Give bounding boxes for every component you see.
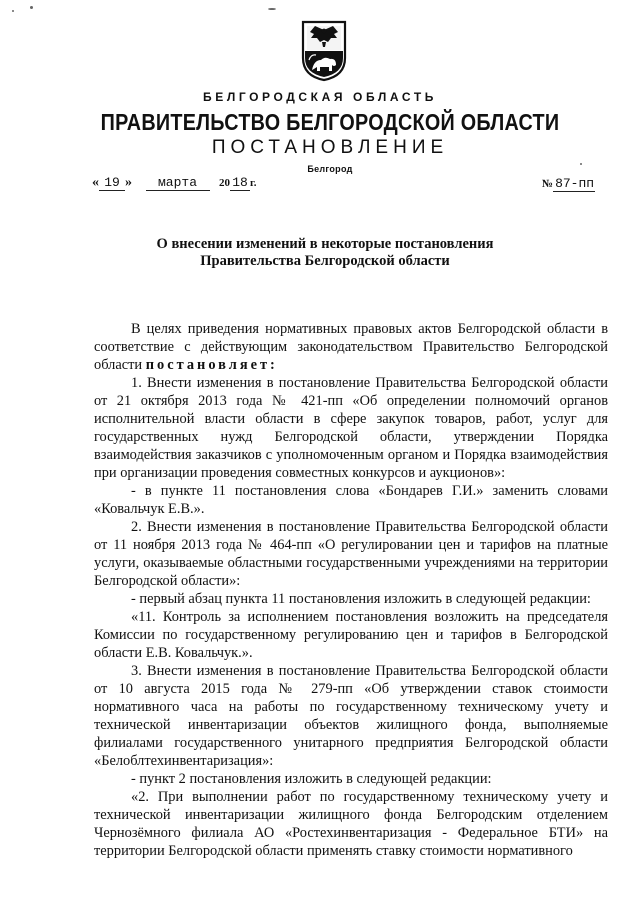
paragraph-2-quote: «11. Контроль за исполнением постановления возложить на председателя Комиссии по государственному регулированию цен и тарифов в Белгородской области Е.В. Ковальчук.». bbox=[94, 609, 608, 661]
region-name: БЕЛГОРОДСКАЯ ОБЛАСТЬ bbox=[203, 90, 437, 104]
document-number bbox=[542, 175, 595, 192]
document-type: ПОСТАНОВЛЕНИЕ bbox=[211, 137, 449, 158]
paragraph-1-item: - в пункте 11 постановления слова «Бондарев Г.И.» заменить словами «Ковальчук Е.В.». bbox=[94, 483, 608, 517]
preamble-text: В целях приведения нормативных правовых актов Белгородской области в соответствие с действующим законодательством Правительство Белгородской области bbox=[94, 321, 608, 373]
date-line: « 19 » марта 20 18 г. bbox=[92, 175, 257, 190]
paragraph-2-item: - первый абзац пункта 11 постановления изложить в следующей редакции: bbox=[131, 591, 591, 607]
number-value: 87-пп bbox=[555, 176, 595, 191]
document-title bbox=[120, 236, 530, 270]
title-line-2: Правительства Белгородской области bbox=[200, 253, 450, 269]
city-name: Белгород bbox=[307, 164, 353, 174]
date-day: 19 bbox=[99, 176, 125, 191]
date-year-prefix: 20 bbox=[219, 177, 230, 189]
government-name: ПРАВИТЕЛЬСТВО БЕЛГОРОДСКОЙ ОБЛАСТИ bbox=[100, 109, 560, 135]
number-sign: № bbox=[542, 178, 554, 190]
paragraph-1: 1. Внести изменения в постановление Правительства Белгородской области от 21 октября 2013 года № 421-пп «Об определении полномочий органов исполнительной власти области в сфере закупок товаров, работ, услуг для государственных нужд Белгородской области, утверждении Порядка взаимодействия заказчиков с уполномоченным органом и Порядка взаимодействия при организации проведения совместных конкурсов и аукционов»: bbox=[94, 375, 608, 481]
paragraph-3-item: - пункт 2 постановления изложить в следующей редакции: bbox=[131, 771, 492, 787]
document-body bbox=[94, 320, 608, 860]
preamble bbox=[94, 320, 608, 374]
decrees-word: постановляет: bbox=[145, 357, 278, 373]
paragraph-3: 3. Внести изменения в постановление Правительства Белгородской области от 10 августа 2015 года № 279-пп «Об утверждении ставок стоимости нормативного часа на работы по государственному техническому учету и технической инвентаризации объектов жилищного фонда, выполняемые филиалами государственного унитарного предприятия Белгородской области «Белоблтехинвентаризация»: bbox=[94, 663, 608, 769]
date-month: марта bbox=[146, 176, 210, 191]
paragraph-2: 2. Внести изменения в постановление Правительства Белгородской области от 11 ноября 2013 года № 464-пп «О регулировании цен и тарифов на платные услуги, оказываемые областными государственными учреждениями на территории Белгородской области»: bbox=[94, 519, 608, 589]
coat-of-arms-icon bbox=[301, 20, 347, 82]
date-year-unit: г. bbox=[250, 177, 257, 189]
scan-speck bbox=[12, 10, 14, 12]
title-line-1: О внесении изменений в некоторые постановления bbox=[156, 236, 494, 252]
paragraph-3-quote: «2. При выполнении работ по государственному техническому учету и технической инвентаризации жилищного фонда Белгородским отделением Чернозёмного филиала АО «Ростехинвентаризация - Федеральное БТИ» на территории Белгородской области применять ставку стоимости нормативного bbox=[94, 789, 608, 859]
scan-speck bbox=[268, 8, 276, 10]
scan-speck bbox=[30, 6, 33, 9]
date-year-suffix: 18 bbox=[230, 176, 250, 191]
